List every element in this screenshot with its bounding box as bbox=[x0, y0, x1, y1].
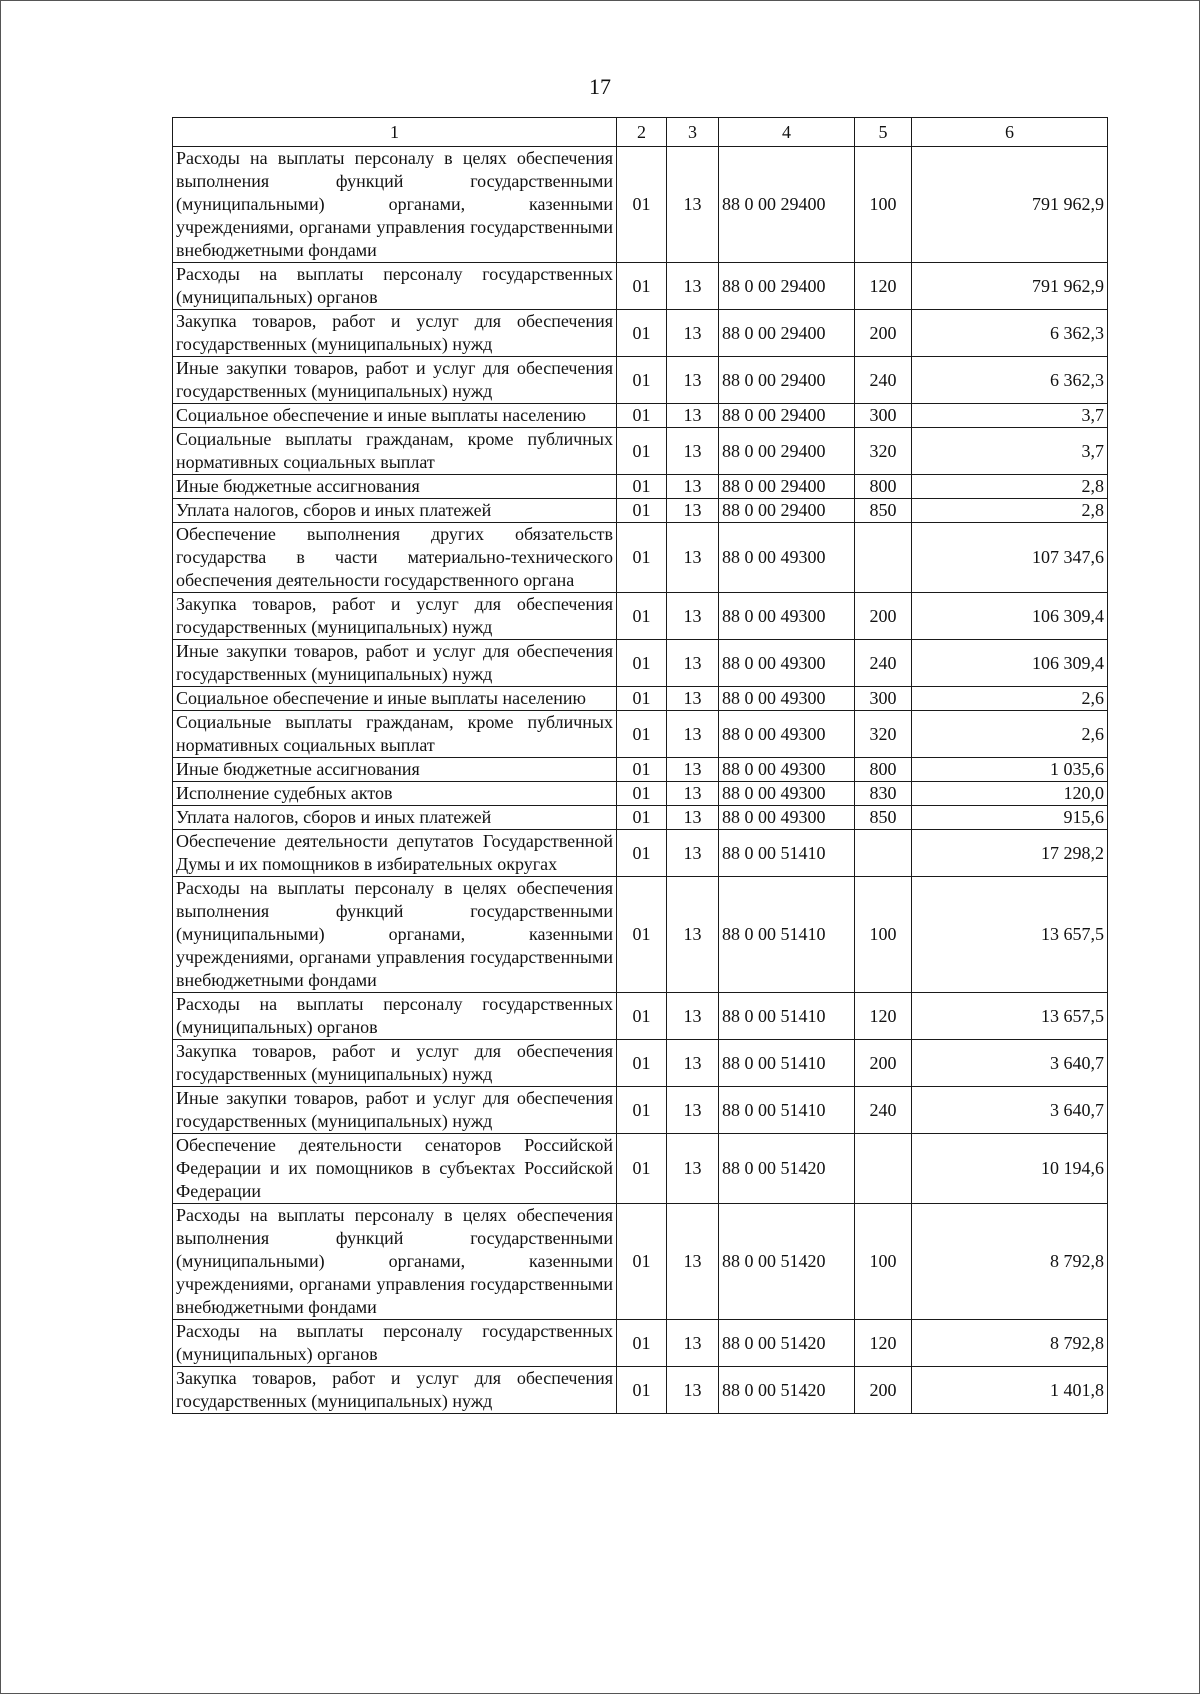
subsection-cell: 13 bbox=[667, 523, 719, 593]
section-cell: 01 bbox=[617, 1367, 667, 1414]
header-col-4: 4 bbox=[719, 118, 855, 147]
description-cell: Иные бюджетные ассигнования bbox=[173, 475, 617, 499]
subsection-cell: 13 bbox=[667, 711, 719, 758]
amount-cell: 8 792,8 bbox=[912, 1204, 1108, 1320]
expense-type-cell bbox=[855, 830, 912, 877]
amount-cell: 6 362,3 bbox=[912, 310, 1108, 357]
target-code-cell: 88 0 00 29400 bbox=[719, 404, 855, 428]
target-code-cell: 88 0 00 51420 bbox=[719, 1134, 855, 1204]
amount-cell: 106 309,4 bbox=[912, 640, 1108, 687]
table-row bbox=[173, 475, 1108, 499]
table-row bbox=[173, 758, 1108, 782]
expense-type-cell: 850 bbox=[855, 806, 912, 830]
target-code-cell: 88 0 00 49300 bbox=[719, 806, 855, 830]
target-code-cell: 88 0 00 51420 bbox=[719, 1204, 855, 1320]
table-row bbox=[173, 310, 1108, 357]
table-header bbox=[173, 118, 1108, 147]
subsection-cell: 13 bbox=[667, 499, 719, 523]
expense-type-cell: 100 bbox=[855, 877, 912, 993]
table-row bbox=[173, 357, 1108, 404]
expense-type-cell: 200 bbox=[855, 593, 912, 640]
expense-type-cell: 240 bbox=[855, 357, 912, 404]
table-row bbox=[173, 640, 1108, 687]
description-cell: Закупка товаров, работ и услуг для обеспечения государственных (муниципальных) нужд bbox=[173, 1040, 617, 1087]
header-col-1: 1 bbox=[173, 118, 617, 147]
subsection-cell: 13 bbox=[667, 357, 719, 404]
table-row bbox=[173, 782, 1108, 806]
section-cell: 01 bbox=[617, 1040, 667, 1087]
expense-type-cell: 320 bbox=[855, 711, 912, 758]
expense-type-cell: 120 bbox=[855, 263, 912, 310]
target-code-cell: 88 0 00 49300 bbox=[719, 687, 855, 711]
description-cell: Закупка товаров, работ и услуг для обеспечения государственных (муниципальных) нужд bbox=[173, 593, 617, 640]
amount-cell: 3,7 bbox=[912, 428, 1108, 475]
description-cell: Расходы на выплаты персоналу в целях обеспечения выполнения функций государственными (муниципальными) органами, казенными учреждениями, органами управления государственными внебюджетными фондами bbox=[173, 877, 617, 993]
target-code-cell: 88 0 00 51420 bbox=[719, 1320, 855, 1367]
expense-type-cell: 300 bbox=[855, 687, 912, 711]
description-cell: Социальные выплаты гражданам, кроме публичных нормативных социальных выплат bbox=[173, 711, 617, 758]
expense-type-cell: 850 bbox=[855, 499, 912, 523]
amount-cell: 106 309,4 bbox=[912, 593, 1108, 640]
expense-type-cell: 200 bbox=[855, 310, 912, 357]
table-body bbox=[173, 147, 1108, 1414]
table-row bbox=[173, 806, 1108, 830]
subsection-cell: 13 bbox=[667, 263, 719, 310]
expense-type-cell: 800 bbox=[855, 758, 912, 782]
section-cell: 01 bbox=[617, 310, 667, 357]
section-cell: 01 bbox=[617, 428, 667, 475]
description-cell: Расходы на выплаты персоналу в целях обеспечения выполнения функций государственными (муниципальными) органами, казенными учреждениями, органами управления государственными внебюджетными фондами bbox=[173, 147, 617, 263]
amount-cell: 1 035,6 bbox=[912, 758, 1108, 782]
table-row bbox=[173, 404, 1108, 428]
expense-type-cell bbox=[855, 1134, 912, 1204]
expense-type-cell: 120 bbox=[855, 1320, 912, 1367]
table-row bbox=[173, 830, 1108, 877]
description-cell: Расходы на выплаты персоналу в целях обеспечения выполнения функций государственными (муниципальными) органами, казенными учреждениями, органами управления государственными внебюджетными фондами bbox=[173, 1204, 617, 1320]
subsection-cell: 13 bbox=[667, 1134, 719, 1204]
section-cell: 01 bbox=[617, 993, 667, 1040]
target-code-cell: 88 0 00 29400 bbox=[719, 357, 855, 404]
amount-cell: 17 298,2 bbox=[912, 830, 1108, 877]
target-code-cell: 88 0 00 49300 bbox=[719, 523, 855, 593]
amount-cell: 13 657,5 bbox=[912, 993, 1108, 1040]
target-code-cell: 88 0 00 49300 bbox=[719, 782, 855, 806]
target-code-cell: 88 0 00 51410 bbox=[719, 830, 855, 877]
target-code-cell: 88 0 00 51410 bbox=[719, 877, 855, 993]
description-cell: Уплата налогов, сборов и иных платежей bbox=[173, 806, 617, 830]
subsection-cell: 13 bbox=[667, 877, 719, 993]
header-col-3: 3 bbox=[667, 118, 719, 147]
amount-cell: 8 792,8 bbox=[912, 1320, 1108, 1367]
expense-type-cell: 240 bbox=[855, 640, 912, 687]
subsection-cell: 13 bbox=[667, 1367, 719, 1414]
section-cell: 01 bbox=[617, 499, 667, 523]
subsection-cell: 13 bbox=[667, 830, 719, 877]
expense-type-cell: 120 bbox=[855, 993, 912, 1040]
header-col-5: 5 bbox=[855, 118, 912, 147]
expense-type-cell: 300 bbox=[855, 404, 912, 428]
table-row bbox=[173, 1204, 1108, 1320]
subsection-cell: 13 bbox=[667, 1320, 719, 1367]
target-code-cell: 88 0 00 49300 bbox=[719, 758, 855, 782]
section-cell: 01 bbox=[617, 782, 667, 806]
amount-cell: 2,8 bbox=[912, 475, 1108, 499]
amount-cell: 10 194,6 bbox=[912, 1134, 1108, 1204]
subsection-cell: 13 bbox=[667, 687, 719, 711]
expense-type-cell: 830 bbox=[855, 782, 912, 806]
table-row bbox=[173, 1087, 1108, 1134]
description-cell: Иные закупки товаров, работ и услуг для обеспечения государственных (муниципальных) нужд bbox=[173, 640, 617, 687]
amount-cell: 6 362,3 bbox=[912, 357, 1108, 404]
description-cell: Обеспечение деятельности депутатов Государственной Думы и их помощников в избирательных округах bbox=[173, 830, 617, 877]
amount-cell: 3 640,7 bbox=[912, 1040, 1108, 1087]
section-cell: 01 bbox=[617, 523, 667, 593]
subsection-cell: 13 bbox=[667, 147, 719, 263]
table-row bbox=[173, 499, 1108, 523]
description-cell: Социальное обеспечение и иные выплаты населению bbox=[173, 687, 617, 711]
description-cell: Исполнение судебных актов bbox=[173, 782, 617, 806]
section-cell: 01 bbox=[617, 758, 667, 782]
section-cell: 01 bbox=[617, 1204, 667, 1320]
description-cell: Иные закупки товаров, работ и услуг для обеспечения государственных (муниципальных) нужд bbox=[173, 1087, 617, 1134]
subsection-cell: 13 bbox=[667, 993, 719, 1040]
amount-cell: 3,7 bbox=[912, 404, 1108, 428]
table-row bbox=[173, 711, 1108, 758]
table-row bbox=[173, 147, 1108, 263]
table-row bbox=[173, 877, 1108, 993]
section-cell: 01 bbox=[617, 1134, 667, 1204]
expense-type-cell: 320 bbox=[855, 428, 912, 475]
section-cell: 01 bbox=[617, 1320, 667, 1367]
subsection-cell: 13 bbox=[667, 475, 719, 499]
target-code-cell: 88 0 00 51420 bbox=[719, 1367, 855, 1414]
table-row bbox=[173, 1367, 1108, 1414]
description-cell: Иные бюджетные ассигнования bbox=[173, 758, 617, 782]
target-code-cell: 88 0 00 29400 bbox=[719, 310, 855, 357]
description-cell: Социальные выплаты гражданам, кроме публичных нормативных социальных выплат bbox=[173, 428, 617, 475]
expense-type-cell: 100 bbox=[855, 1204, 912, 1320]
table-row bbox=[173, 263, 1108, 310]
subsection-cell: 13 bbox=[667, 806, 719, 830]
target-code-cell: 88 0 00 51410 bbox=[719, 1040, 855, 1087]
description-cell: Закупка товаров, работ и услуг для обеспечения государственных (муниципальных) нужд bbox=[173, 1367, 617, 1414]
target-code-cell: 88 0 00 49300 bbox=[719, 593, 855, 640]
amount-cell: 13 657,5 bbox=[912, 877, 1108, 993]
section-cell: 01 bbox=[617, 147, 667, 263]
subsection-cell: 13 bbox=[667, 404, 719, 428]
section-cell: 01 bbox=[617, 475, 667, 499]
amount-cell: 120,0 bbox=[912, 782, 1108, 806]
description-cell: Обеспечение деятельности сенаторов Российской Федерации и их помощников в субъектах Российской Федерации bbox=[173, 1134, 617, 1204]
expense-type-cell: 240 bbox=[855, 1087, 912, 1134]
section-cell: 01 bbox=[617, 593, 667, 640]
page-number: 17 bbox=[589, 74, 611, 99]
target-code-cell: 88 0 00 29400 bbox=[719, 147, 855, 263]
subsection-cell: 13 bbox=[667, 640, 719, 687]
description-cell: Закупка товаров, работ и услуг для обеспечения государственных (муниципальных) нужд bbox=[173, 310, 617, 357]
section-cell: 01 bbox=[617, 806, 667, 830]
target-code-cell: 88 0 00 49300 bbox=[719, 711, 855, 758]
amount-cell: 2,8 bbox=[912, 499, 1108, 523]
target-code-cell: 88 0 00 29400 bbox=[719, 475, 855, 499]
expense-type-cell: 200 bbox=[855, 1367, 912, 1414]
amount-cell: 791 962,9 bbox=[912, 263, 1108, 310]
subsection-cell: 13 bbox=[667, 593, 719, 640]
target-code-cell: 88 0 00 29400 bbox=[719, 263, 855, 310]
target-code-cell: 88 0 00 29400 bbox=[719, 428, 855, 475]
expense-type-cell: 100 bbox=[855, 147, 912, 263]
subsection-cell: 13 bbox=[667, 1087, 719, 1134]
section-cell: 01 bbox=[617, 711, 667, 758]
subsection-cell: 13 bbox=[667, 782, 719, 806]
section-cell: 01 bbox=[617, 877, 667, 993]
target-code-cell: 88 0 00 29400 bbox=[719, 499, 855, 523]
section-cell: 01 bbox=[617, 687, 667, 711]
description-cell: Расходы на выплаты персоналу государственных (муниципальных) органов bbox=[173, 1320, 617, 1367]
section-cell: 01 bbox=[617, 830, 667, 877]
header-col-2: 2 bbox=[617, 118, 667, 147]
table-row bbox=[173, 593, 1108, 640]
description-cell: Расходы на выплаты персоналу государственных (муниципальных) органов bbox=[173, 263, 617, 310]
table-row bbox=[173, 993, 1108, 1040]
section-cell: 01 bbox=[617, 357, 667, 404]
header-row bbox=[173, 118, 1108, 147]
amount-cell: 2,6 bbox=[912, 687, 1108, 711]
expense-type-cell: 800 bbox=[855, 475, 912, 499]
section-cell: 01 bbox=[617, 1087, 667, 1134]
table-row bbox=[173, 1320, 1108, 1367]
subsection-cell: 13 bbox=[667, 428, 719, 475]
expense-type-cell bbox=[855, 523, 912, 593]
target-code-cell: 88 0 00 51410 bbox=[719, 1087, 855, 1134]
table-row bbox=[173, 523, 1108, 593]
target-code-cell: 88 0 00 51410 bbox=[719, 993, 855, 1040]
amount-cell: 107 347,6 bbox=[912, 523, 1108, 593]
subsection-cell: 13 bbox=[667, 758, 719, 782]
description-cell: Социальное обеспечение и иные выплаты населению bbox=[173, 404, 617, 428]
amount-cell: 915,6 bbox=[912, 806, 1108, 830]
description-cell: Иные закупки товаров, работ и услуг для обеспечения государственных (муниципальных) нужд bbox=[173, 357, 617, 404]
table-row bbox=[173, 428, 1108, 475]
table-row bbox=[173, 687, 1108, 711]
amount-cell: 791 962,9 bbox=[912, 147, 1108, 263]
target-code-cell: 88 0 00 49300 bbox=[719, 640, 855, 687]
description-cell: Расходы на выплаты персоналу государственных (муниципальных) органов bbox=[173, 993, 617, 1040]
subsection-cell: 13 bbox=[667, 1040, 719, 1087]
section-cell: 01 bbox=[617, 404, 667, 428]
header-col-6: 6 bbox=[912, 118, 1108, 147]
budget-table bbox=[172, 117, 1108, 1414]
table-row bbox=[173, 1040, 1108, 1087]
subsection-cell: 13 bbox=[667, 310, 719, 357]
section-cell: 01 bbox=[617, 263, 667, 310]
section-cell: 01 bbox=[617, 640, 667, 687]
description-cell: Обеспечение выполнения других обязательств государства в части материально-технического обеспечения деятельности государственного органа bbox=[173, 523, 617, 593]
expense-type-cell: 200 bbox=[855, 1040, 912, 1087]
description-cell: Уплата налогов, сборов и иных платежей bbox=[173, 499, 617, 523]
amount-cell: 3 640,7 bbox=[912, 1087, 1108, 1134]
amount-cell: 2,6 bbox=[912, 711, 1108, 758]
amount-cell: 1 401,8 bbox=[912, 1367, 1108, 1414]
subsection-cell: 13 bbox=[667, 1204, 719, 1320]
table-row bbox=[173, 1134, 1108, 1204]
